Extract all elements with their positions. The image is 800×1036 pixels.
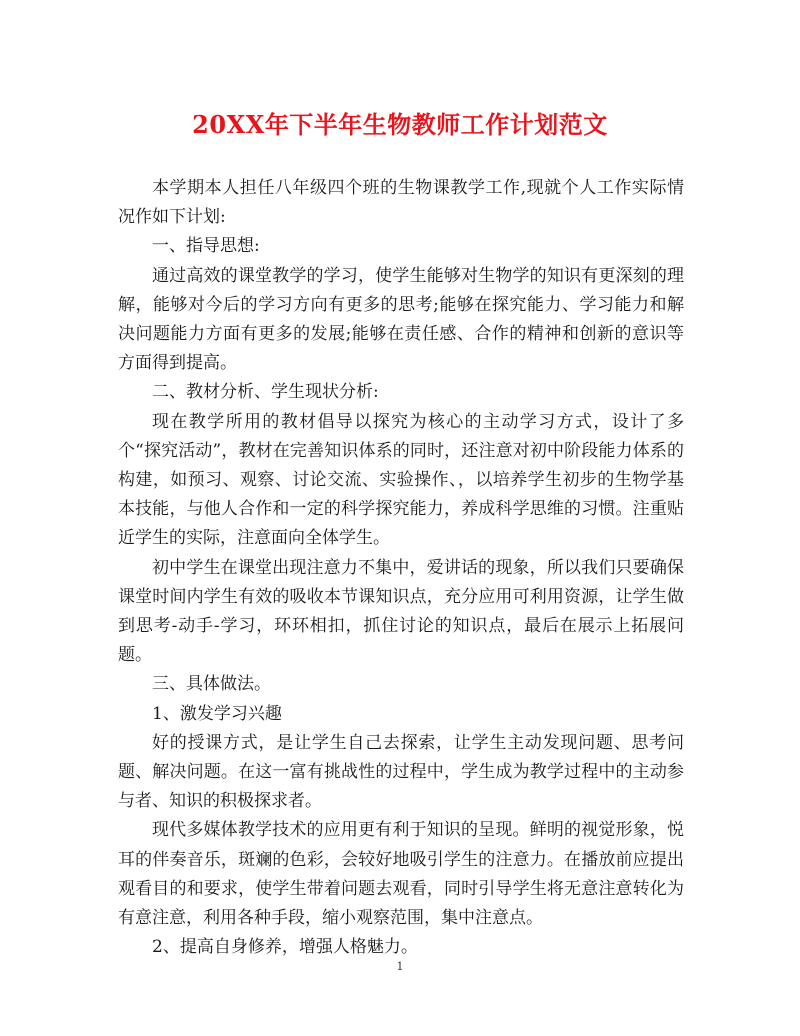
paragraph-teaching-style: 好的授课方式，是让学生自己去探索，让学生主动发现问题、思考问题、解决问题。在这一富有挑战性的过程中，学生成为教学过程中的主动参与者、知识的积极探求者。 xyxy=(118,732,684,812)
document-title: 20XX年下半年生物教师工作计划范文 xyxy=(192,110,608,139)
paragraph-intro: 本学期本人担任八年级四个班的生物课教学工作,现就个人工作实际情况作如下计划: xyxy=(118,178,684,228)
heading-methods: 三、具体做法。 xyxy=(152,674,271,695)
paragraph-textbook-analysis: 现在教学所用的教材倡导以探究为核心的主动学习方式，设计了多个“探究活动”，教材在完善知识体系的同时，还注意对初中阶段能力体系的构建，如预习、观察、讨论交流、实验操作、，以培养学生初步的生物学基本技能，与他人合作和一定的科学探究能力，养成科学思维的习惯。注重贴近学生的实际，注意面向全体学生。 xyxy=(118,411,684,549)
heading-guiding-thought: 一、指导思想: xyxy=(152,236,260,257)
page-number: 1 xyxy=(396,960,404,973)
paragraph-guiding-thought: 通过高效的课堂教学的学习，使学生能够对生物学的知识有更深刻的理解，能够对今后的学习方向有更多的思考;能够在探究能力、学习能力和解决问题能力方面有更多的发展;能够在责任感、合作的精神和创新的意识等方面得到提高。 xyxy=(118,265,684,374)
heading-analysis: 二、教材分析、学生现状分析: xyxy=(152,382,379,403)
document-body xyxy=(118,174,684,962)
subheading-self-improvement: 2、提高自身修养，增强人格魅力。 xyxy=(152,937,418,958)
paragraph-student-analysis: 初中学生在课堂出现注意力不集中，爱讲话的现象，所以我们只要确保课堂时间内学生有效的吸收本节课知识点，充分应用可利用资源，让学生做到思考-动手-学习，环环相扣，抓住讨论的知识点，最后在展示上拓展问题。 xyxy=(118,557,684,666)
subheading-interest: 1、激发学习兴趣 xyxy=(152,703,282,724)
paragraph-multimedia: 现代多媒体教学技术的应用更有利于知识的呈现。鲜明的视觉形象，悦耳的伴奏音乐，斑斓的色彩，会较好地吸引学生的注意力。在播放前应提出观看目的和要求，使学生带着问题去观看，同时引导学生将无意注意转化为有意注意，利用各种手段，缩小观察范围，集中注意点。 xyxy=(118,820,684,929)
